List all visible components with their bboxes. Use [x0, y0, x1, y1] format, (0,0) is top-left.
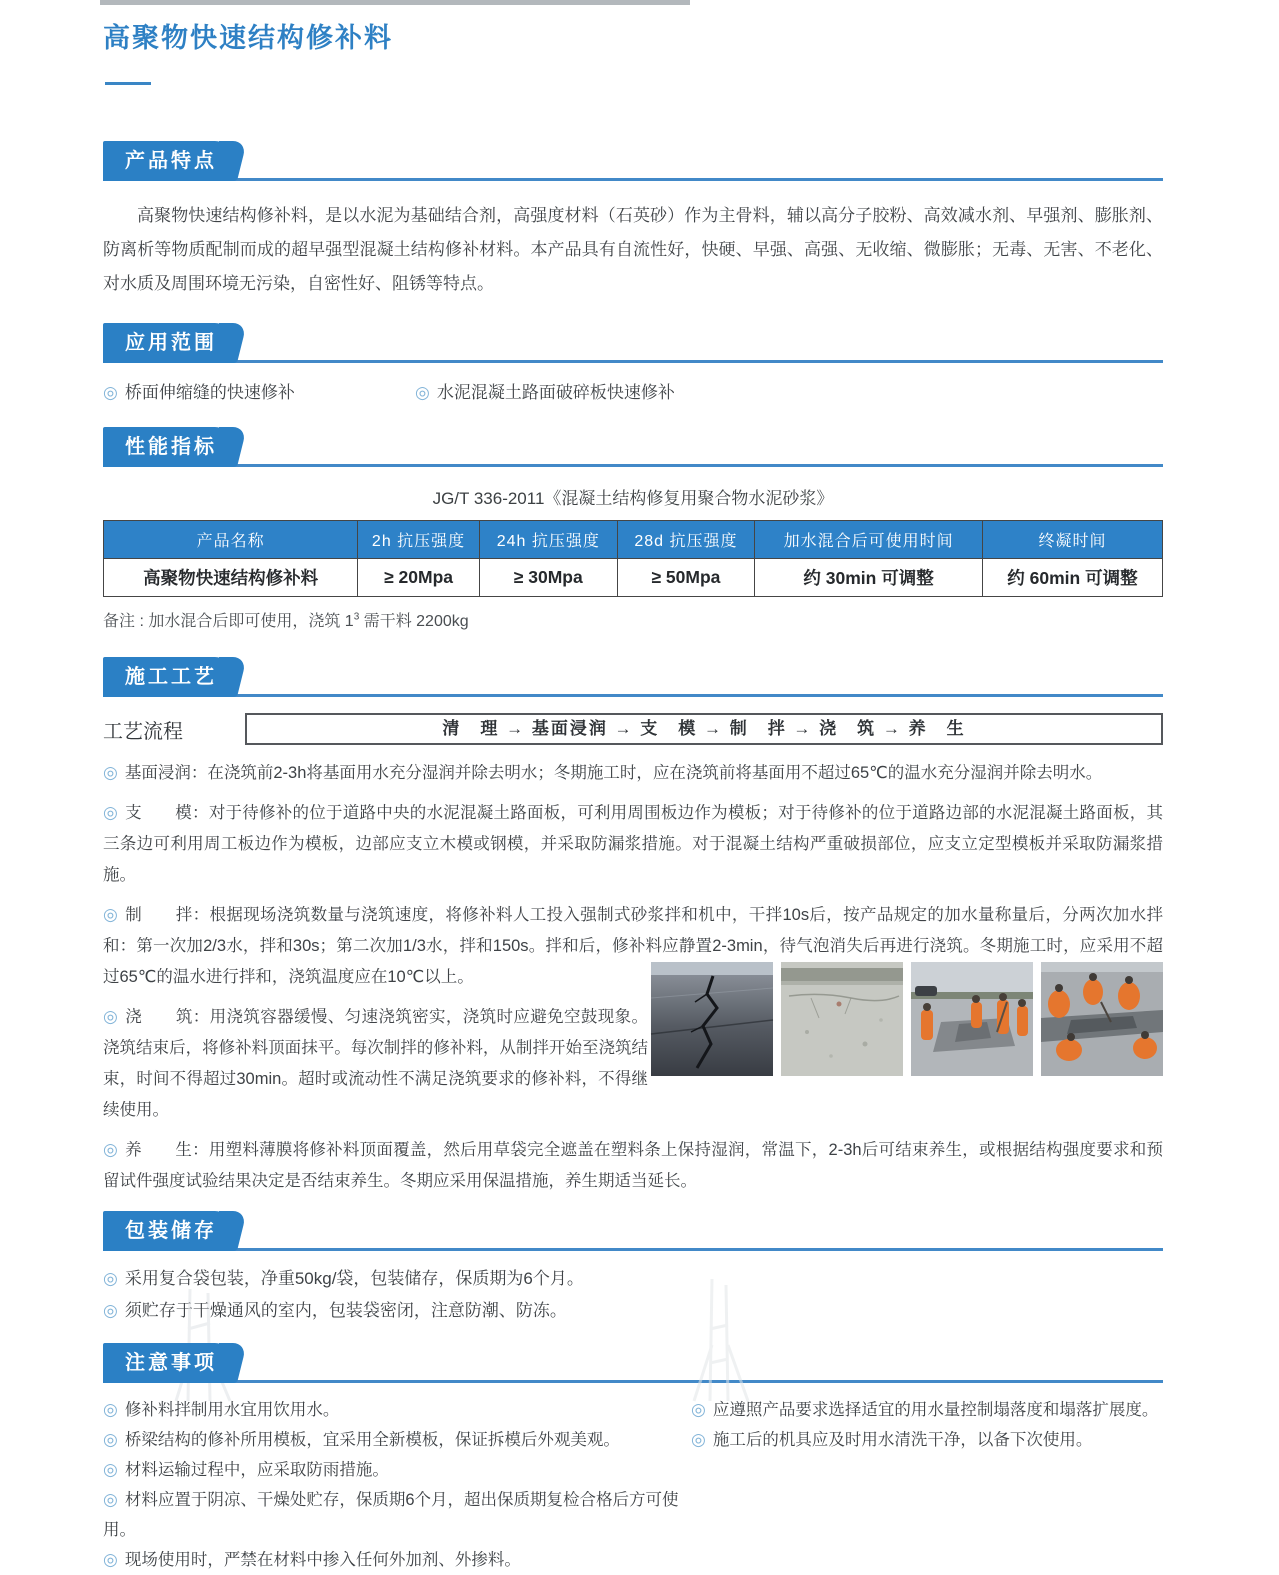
ring-bullet-icon: ◎ — [103, 383, 118, 402]
process-flow-row — [103, 713, 1163, 745]
features-body-text: 高聚物快速结构修补料，是以水泥为基础结合剂，高强度材料（石英砂）作为主骨料，辅以高分子胶粉、高效减水剂、早强剂、膨胀剂、防离析等物质配制而成的超早强型混凝土结构修补材料。本产品具有自流性好，快硬、早强、高强、无收缩、微膨胀；无毒、无害、不老化、对水质及周围环境无污染，自密性好、阻锈等特点。 — [103, 206, 1163, 293]
list-item-text: 桥梁结构的修补所用模板，宜采用全新模板，保证拆模后外观美观。 — [124, 1431, 620, 1449]
notes-left-column — [103, 1395, 691, 1575]
section-features — [103, 141, 1163, 301]
page-title: 高聚物快速结构修补料 — [103, 23, 393, 53]
list-item — [691, 1425, 1163, 1455]
section-heading-packaging — [103, 1211, 1163, 1251]
step-text: 用浇筑容器缓慢、匀速浇筑密实，浇筑时应避免空鼓现象。浇筑结束后，将修补料顶面抹平。每次制拌的修补料，从制拌开始至浇筑结束，时间不得超过30min。超时或流动性不满足浇筑要求的修补料，不得继续使用。 — [103, 1008, 649, 1119]
photo-strip — [651, 962, 1163, 1076]
footnote-text: 需干料 2200kg — [359, 613, 469, 630]
step-label: 制 拌： — [125, 906, 210, 924]
step-text: 用塑料薄膜将修补料顶面覆盖，然后用草袋完全遮盖在塑料条上保持湿润，常温下，2-3h后可结束养生，或根据结构强度要求和预留试件强度试验结果决定是否结束养生。冬期应采用保温措施，养生期适当延长。 — [103, 1141, 1164, 1190]
table-row — [104, 559, 1163, 597]
list-item-text: 水泥混凝土路面破碎板快速修补 — [436, 383, 675, 402]
section-applications — [103, 323, 1163, 403]
list-item-text: 现场使用时，严禁在材料中掺入任何外加剂、外掺料。 — [124, 1551, 521, 1569]
table-cell: ≥ 30Mpa — [479, 559, 617, 597]
section-performance — [103, 427, 1163, 631]
step-label: 支 模： — [125, 804, 209, 822]
performance-table — [103, 520, 1163, 597]
section-notes — [103, 1343, 1163, 1575]
section-tab-label: 性能指标 — [125, 436, 217, 458]
ring-bullet-icon: ◎ — [103, 1490, 118, 1509]
section-tab — [103, 1211, 229, 1251]
step-text: 对于待修补的位于道路中央的水泥混凝土路面板，可利用周围板边作为模板；对于待修补的位于道路边部的水泥混凝土路面板，其三条边可利用周工板边作为模板，边部应支立木模或钢模，并采取防漏浆措施。对于混凝土结构严重破损部位，应支立定型模板并采取防漏浆措施。 — [103, 804, 1164, 884]
workers-breaking-pavement-photo — [911, 962, 1033, 1076]
watermark-sketch — [682, 1279, 752, 1401]
step-label: 基面浸润： — [124, 764, 208, 782]
ring-bullet-icon: ◎ — [103, 1550, 118, 1569]
notes-columns — [103, 1395, 1163, 1575]
table-cell: ≥ 20Mpa — [358, 559, 480, 597]
section-heading-notes — [103, 1343, 1163, 1383]
table-cell: 约 30min 可调整 — [755, 559, 983, 597]
ring-bullet-icon: ◎ — [103, 803, 119, 822]
ring-bullet-icon: ◎ — [691, 1400, 706, 1419]
list-item — [103, 1455, 691, 1485]
list-item-text: 材料运输过程中，应采取防雨措施。 — [124, 1461, 389, 1479]
section-tab — [103, 141, 229, 181]
table-header-cell: 24h 抗压强度 — [479, 521, 617, 559]
list-item — [103, 1485, 691, 1545]
section-tab-label: 包装储存 — [125, 1220, 217, 1242]
ring-bullet-icon: ◎ — [103, 905, 119, 924]
list-item-text: 采用复合袋包装，净重50kg/袋，包装储存，保质期为6个月。 — [124, 1269, 584, 1288]
section-heading-applications — [103, 323, 1163, 363]
step-label: 浇 筑： — [125, 1008, 210, 1026]
ring-bullet-icon: ◎ — [415, 383, 430, 402]
step-text: 在浇筑前2-3h将基面用水充分湿润并除去明水；冬期施工时，应在浇筑前将基面用不超过65℃的温水充分湿润并除去明水。 — [207, 764, 1103, 782]
table-header-cell: 28d 抗压强度 — [617, 521, 755, 559]
damaged-concrete-slab-photo — [781, 962, 903, 1076]
ring-bullet-icon: ◎ — [103, 1007, 119, 1026]
list-item-text: 修补料拌制用水宜用饮用水。 — [124, 1401, 340, 1419]
process-step — [103, 1001, 648, 1126]
list-item-text: 桥面伸缩缝的快速修补 — [124, 383, 295, 402]
section-process — [103, 657, 1163, 1197]
title-underline — [105, 82, 151, 85]
list-item-text: 材料应置于阴凉、干燥处贮存，保质期6个月，超出保质期复检合格后方可使用。 — [103, 1491, 679, 1539]
ring-bullet-icon: ◎ — [103, 1140, 119, 1159]
application-items — [103, 378, 1163, 403]
list-item — [103, 1425, 691, 1455]
list-item — [103, 378, 415, 403]
ring-bullet-icon: ◎ — [103, 1269, 118, 1288]
step-text: 根据现场浇筑数量与浇筑速度，将修补料人工投入强制式砂浆拌和机中，干拌10s后，按产品规定的加水量称量后，分两次加水拌和：第一次加2/3水，拌和30s；第二次加1/3水，拌和150s。拌和后，修补料应静置2-3min，待气泡消失后再进行浇筑。冬期施工时，应采用不超过65℃的温水进行拌和，浇筑温度应在10℃以上。 — [103, 906, 1163, 986]
table-header-cell: 产品名称 — [104, 521, 358, 559]
process-step — [103, 797, 1163, 891]
process-step — [103, 757, 1163, 789]
table-header-cell: 终凝时间 — [982, 521, 1162, 559]
process-steps — [103, 757, 1163, 1197]
section-heading-process — [103, 657, 1163, 697]
section-heading-features — [103, 141, 1163, 181]
section-packaging — [103, 1211, 1163, 1327]
list-item — [103, 1263, 1163, 1295]
ring-bullet-icon: ◎ — [103, 1460, 118, 1479]
list-item — [103, 1545, 691, 1575]
section-tab — [103, 323, 229, 363]
ring-bullet-icon: ◎ — [691, 1430, 706, 1449]
flow-label: 工艺流程 — [103, 720, 183, 743]
table-header-cell: 2h 抗压强度 — [358, 521, 480, 559]
page-top-strip — [100, 0, 690, 5]
table-header-cell: 加水混合后可使用时间 — [755, 521, 983, 559]
ring-bullet-icon: ◎ — [103, 1301, 118, 1320]
flow-diagram-box: 清 理 → 基面浸润 → 支 模 → 制 拌 → 浇 筑 → 养 生 — [245, 713, 1163, 745]
packaging-items — [103, 1263, 1163, 1327]
notes-right-column — [691, 1395, 1163, 1575]
ring-bullet-icon: ◎ — [103, 1430, 118, 1449]
ring-bullet-icon: ◎ — [103, 1400, 118, 1419]
footnote-text: 备注 : 加水混合后即可使用，浇筑 1 — [103, 613, 354, 630]
ring-bullet-icon: ◎ — [103, 763, 118, 782]
process-step — [103, 1134, 1163, 1197]
list-item — [415, 378, 675, 403]
list-item-text: 须贮存于干燥通风的室内，包装袋密闭，注意防潮、防冻。 — [124, 1301, 567, 1320]
section-tab-label: 注意事项 — [125, 1352, 217, 1374]
footnote-superscript: 3 — [353, 611, 360, 623]
section-tab-label: 产品特点 — [125, 150, 217, 172]
workers-pouring-repair-photo — [1041, 962, 1163, 1076]
table-cell: 高聚物快速结构修补料 — [104, 559, 358, 597]
table-footnote — [103, 608, 1163, 631]
cracked-dark-pavement-photo — [651, 962, 773, 1076]
step-label: 养 生： — [125, 1141, 209, 1159]
table-header-row — [104, 521, 1163, 559]
section-tab — [103, 657, 229, 697]
list-item — [691, 1395, 1163, 1425]
standard-reference: JG/T 336-2011《混凝土结构修复用聚合物水泥砂浆》 — [432, 489, 834, 508]
section-tab-label: 应用范围 — [125, 332, 217, 354]
section-heading-performance — [103, 427, 1163, 467]
table-cell: 约 60min 可调整 — [982, 559, 1162, 597]
section-tab — [103, 427, 229, 467]
list-item-text: 施工后的机具应及时用水清洗干净，以备下次使用。 — [712, 1431, 1093, 1449]
section-tab — [103, 1343, 229, 1383]
table-cell: ≥ 50Mpa — [617, 559, 755, 597]
list-item — [103, 1295, 1163, 1327]
list-item-text: 应遵照产品要求选择适宜的用水量控制塌落度和塌落扩展度。 — [712, 1401, 1159, 1419]
section-tab-label: 施工工艺 — [125, 666, 217, 688]
